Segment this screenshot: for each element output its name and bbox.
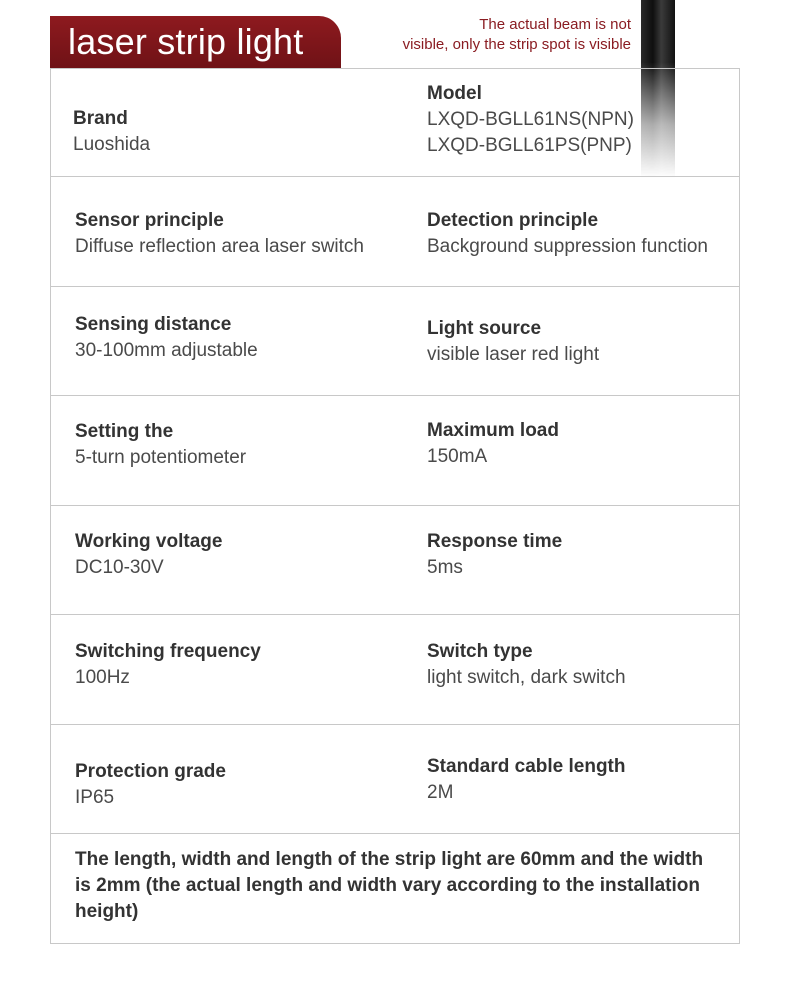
spec-cell-detection-principle — [427, 208, 708, 260]
spec-label: Switching frequency — [75, 641, 261, 662]
spec-label: Switch type — [427, 641, 533, 662]
spec-cell-switching-frequency — [75, 639, 261, 691]
spec-row-setting-load — [51, 396, 739, 506]
spec-value: Luoshida — [73, 134, 151, 155]
spec-row-voltage-response — [51, 506, 739, 615]
spec-value: light switch, dark switch — [427, 667, 626, 688]
spec-value: visible laser red light — [427, 344, 600, 365]
spec-label: Detection principle — [427, 210, 599, 231]
spec-label: Model — [427, 83, 482, 104]
spec-label: Maximum load — [427, 420, 559, 441]
spec-row-footer-note — [51, 834, 739, 943]
spec-label: Brand — [73, 108, 128, 129]
spec-cell-setting — [75, 419, 246, 471]
spec-cell-working-voltage — [75, 529, 222, 581]
spec-value: 30-100mm adjustable — [75, 340, 258, 361]
spec-row-frequency-switch — [51, 615, 739, 725]
spec-label: Light source — [427, 318, 542, 339]
spec-label: Working voltage — [75, 531, 223, 552]
page-title: laser strip light — [68, 21, 304, 62]
beam-note-line-1: The actual beam is not — [479, 16, 631, 33]
spec-label: Standard cable length — [427, 756, 626, 777]
spec-value: 5-turn potentiometer — [75, 447, 247, 468]
spec-value: IP65 — [75, 787, 115, 808]
spec-value: 100Hz — [75, 667, 130, 688]
spec-label: Protection grade — [75, 761, 226, 782]
spec-row-brand-model — [51, 69, 739, 177]
beam-visibility-note — [371, 15, 631, 55]
spec-cell-sensor-principle — [75, 208, 364, 260]
spec-row-protection-cable — [51, 725, 739, 834]
spec-label: Setting the — [75, 421, 174, 442]
spec-cell-model — [427, 81, 634, 159]
spec-value: Background suppression function — [427, 236, 708, 257]
spec-cell-maximum-load — [427, 418, 559, 470]
spec-cell-light-source — [427, 316, 599, 368]
spec-value-npn: LXQD-BGLL61NS(NPN) — [427, 109, 634, 130]
spec-value: 150mA — [427, 446, 488, 467]
spec-label: Sensing distance — [75, 314, 232, 335]
spec-row-distance-source — [51, 287, 739, 396]
spec-cell-switch-type — [427, 639, 626, 691]
spec-value: 2M — [427, 782, 454, 803]
strip-size-note: The length, width and length of the strip light are 60mm and the width is 2mm (the actual length and width vary according to the installation height) — [75, 849, 704, 922]
spec-label: Response time — [427, 531, 563, 552]
spec-value: DC10-30V — [75, 557, 164, 578]
spec-cell-protection-grade — [75, 759, 226, 811]
spec-cell-response-time — [427, 529, 562, 581]
spec-table — [50, 68, 740, 944]
spec-value: Diffuse reflection area laser switch — [75, 236, 364, 257]
spec-row-principles — [51, 177, 739, 287]
spec-label: Sensor principle — [75, 210, 224, 231]
spec-cell-brand — [73, 106, 150, 158]
spec-value: 5ms — [427, 557, 463, 578]
spec-cell-cable-length — [427, 754, 625, 806]
spec-cell-sensing-distance — [75, 312, 258, 364]
spec-value-pnp: LXQD-BGLL61PS(PNP) — [427, 135, 632, 156]
beam-note-line-2: visible, only the strip spot is visible — [402, 36, 631, 53]
